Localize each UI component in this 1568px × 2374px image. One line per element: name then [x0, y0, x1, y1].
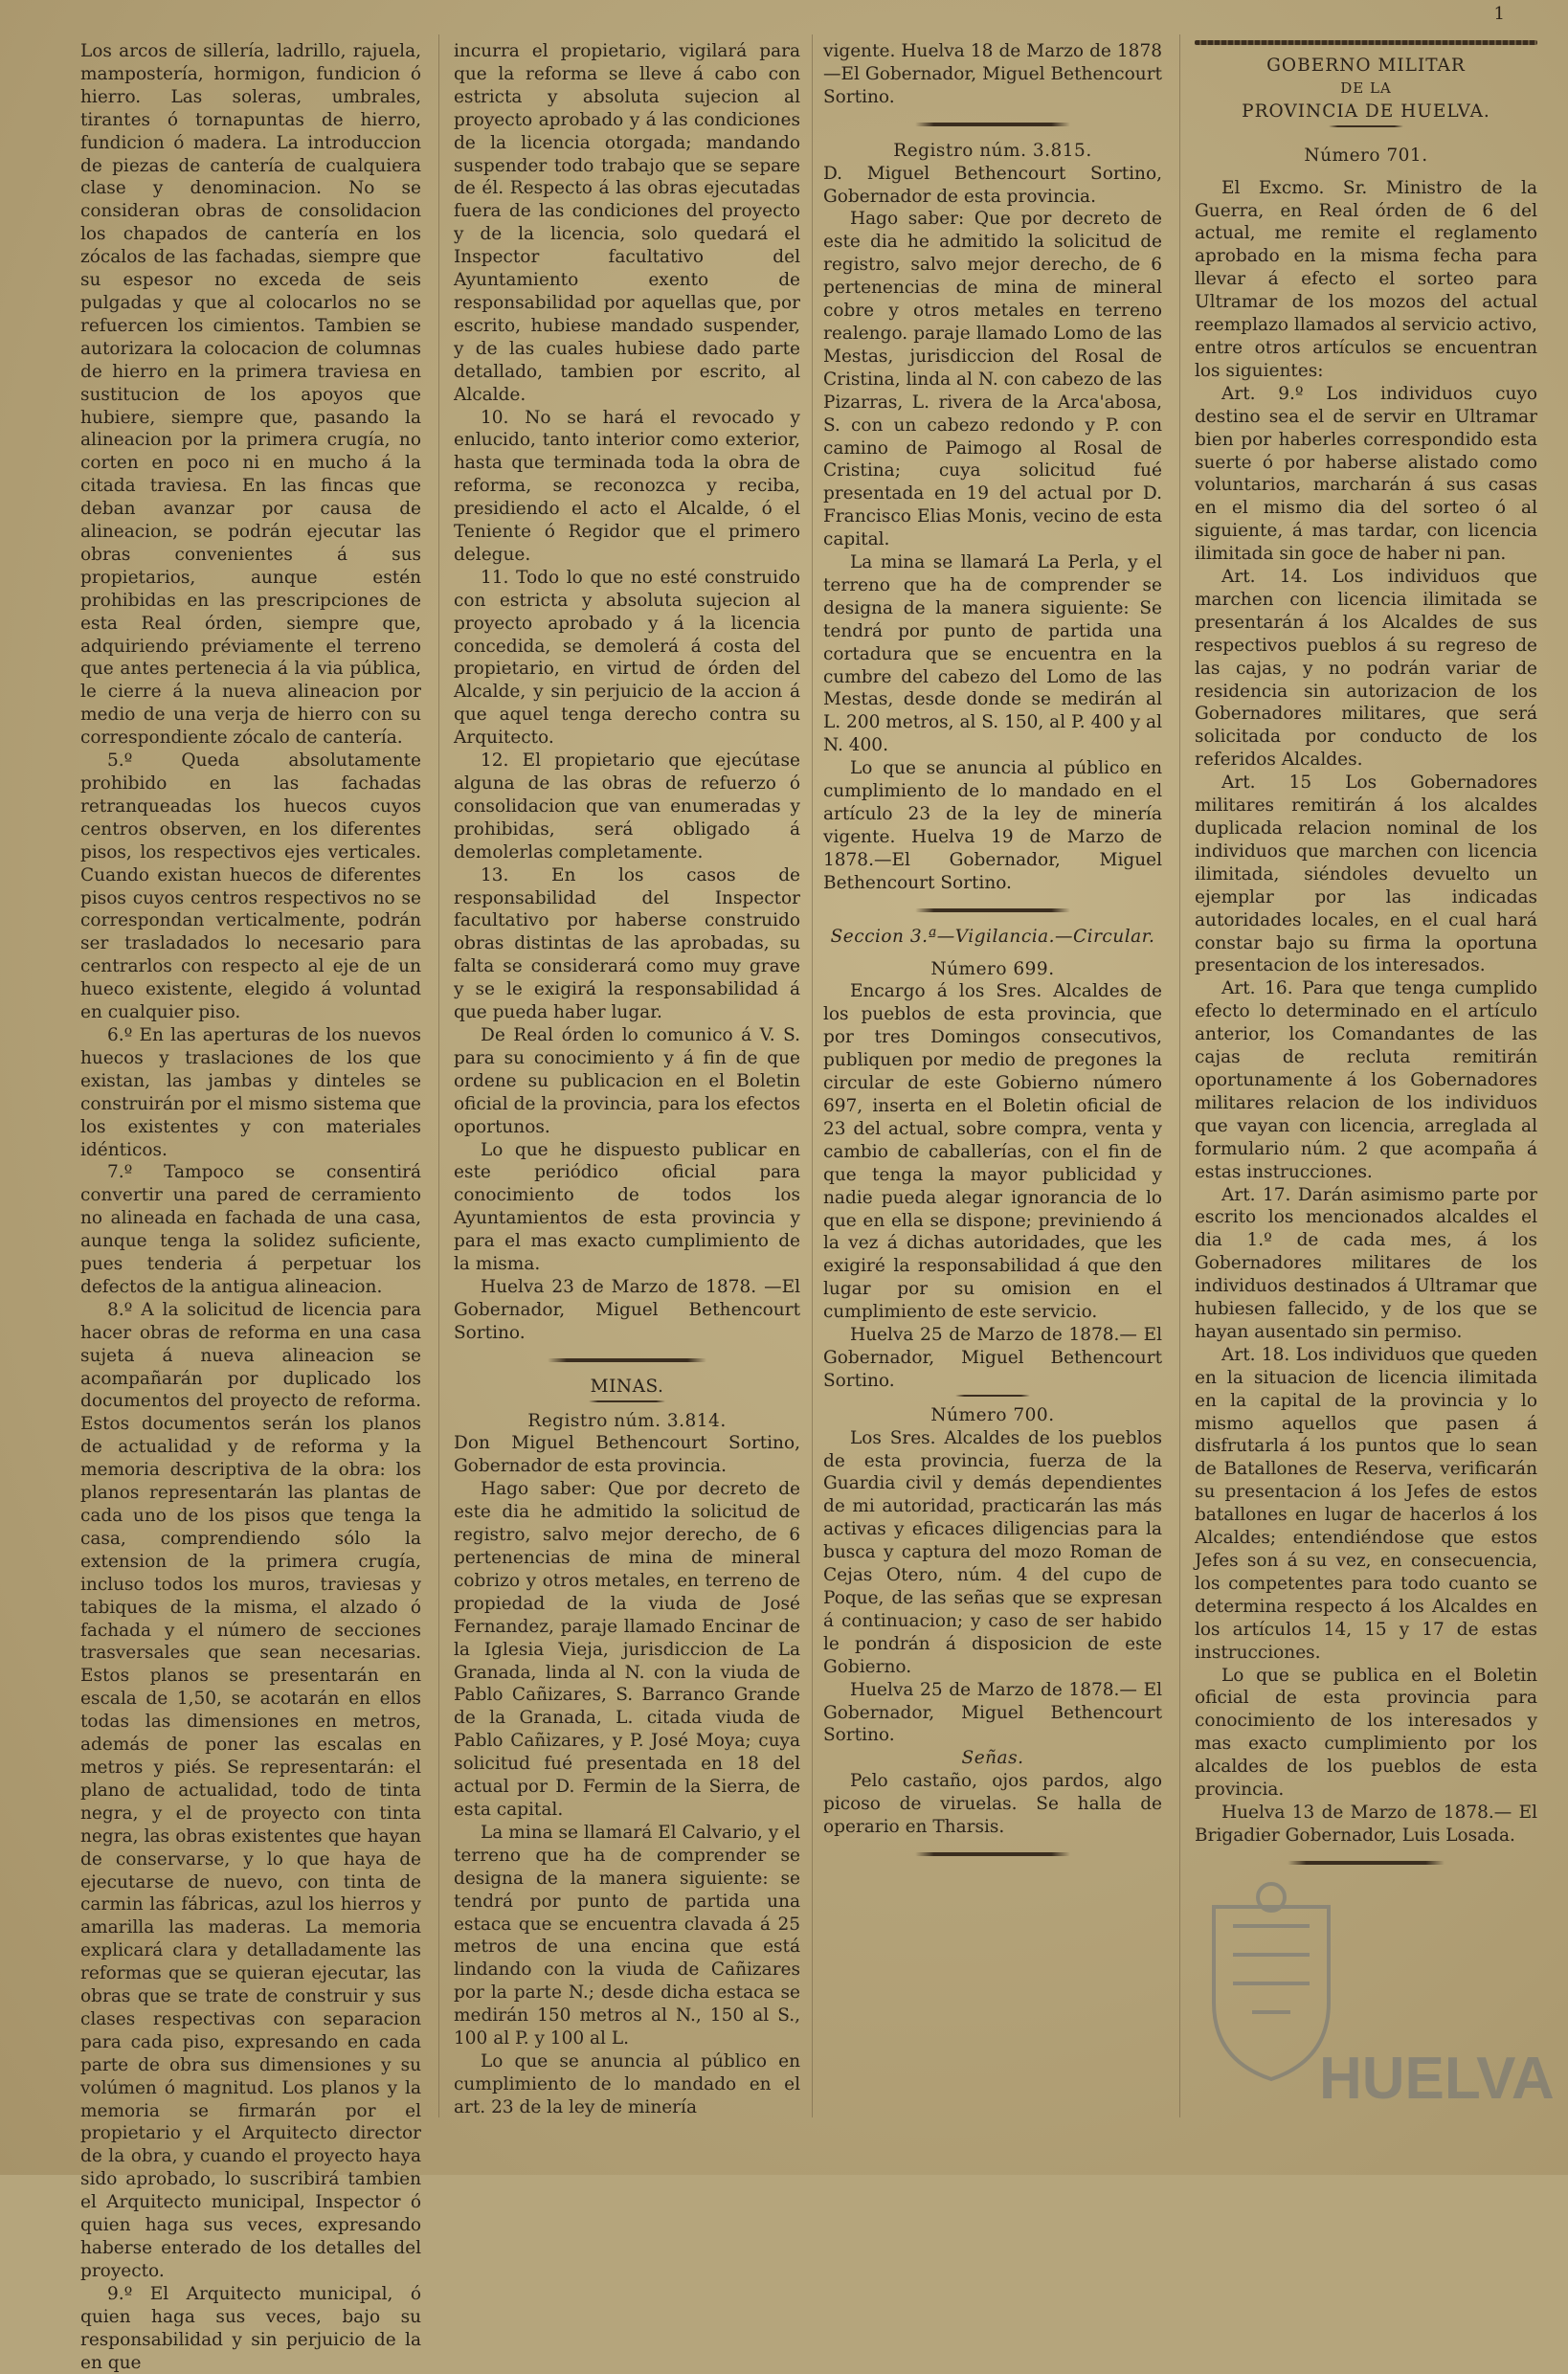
- page-number: 1: [1493, 4, 1505, 24]
- section-divider: [1288, 1861, 1445, 1865]
- article-paragraph: Art. 17. Darán asimismo parte por escrito los mencionados alcaldes el dia 1.º de cada mes, á los Gobernadores militares de los individuos destinados á Ultramar que hubiesen fallecido, y de los que se hayan ausentado sin permiso.: [1195, 1184, 1537, 1342]
- column-3: [823, 40, 1162, 2156]
- section-divider: [915, 908, 1071, 912]
- article-paragraph: Hago saber: Que por decreto de este dia he admitido la solicitud de registro, salvo mejor derecho, de 6 pertenencias de mina de mineral cobre y otros metales en terreno realengo. paraje llamado Lomo de las Mestas, jurisdiccion del Rosal de Cristina, linda al N. con cabezo de las Pizarras, L. rivera de la Arca'abosa, S. con un cabezo redondo y P. con camino de Paimogo al Rosal de Cristina; cuya solicitud fué presentada en 19 del actual por D. Francisco Elias Monis, vecino de esta capital.: [823, 209, 1162, 550]
- article-paragraph: Lo que se publica en el Boletin oficial de esta provincia para conocimiento de los interesados y mas exacto cumplimiento por los alcaldes de los pueblos de esta provincia.: [1195, 1665, 1537, 1801]
- numero-title: Número 701.: [1304, 145, 1428, 166]
- section-divider: [548, 1358, 707, 1362]
- article-paragraph: 8.º A la solicitud de licencia para hacer obras de reforma en una casa sujeta á nueva alineacion se acompañarán por duplicado los documentos del proyecto de reforma. Estos documentos serán los planos de actualidad y de reforma y la memoria descriptiva de la obra: los planos representarán las plantas de cada uno de los pisos que tenga la casa, comprendiendo sólo la extension de la primera crugía, incluso todos los muros, traviesas y tabiques de la misma, el alzado ó fachada y el número de secciones trasversales que sean necesarias. Estos planos se presentarán en escala de 1,50, se acotarán en ellos todas las dimensiones en metros, además de poner las escalas en metros y piés. Se representarán: el plano de actualidad, todo de tinta negra, y el de proyecto con tinta negra, las obras existentes que hayan de conservarse, y lo que haya de ejecutarse de nuevo, con tinta de carmin las fábricas, azul los hierros y amarilla las maderas. La memoria explicará clara y detalladamente las reformas que se quieran ejecutar, las obras que se trate de construir y sus clases respectivas con separacion para cada piso, expresando en cada parte de obra sus dimensiones y su volúmen ó magnitud. Los planos y la memoria se firmarán por el propietario y el Arquitecto director de la obra, y cuando el proyecto haya sido aprobado, lo suscribirá tambien el Arquitecto municipal, Inspector ó quien haga sus veces, expresando haberse enterado de los detalles del proyecto.: [80, 1299, 421, 2281]
- minas-heading: MINAS.: [590, 1376, 664, 1397]
- gobierno-militar-heading: GOBERNO MILITAR: [1266, 56, 1466, 76]
- article-paragraph: Lo que se anuncia al público en cumplimiento de lo mandado en el art. 23 de la ley de minería: [454, 2050, 800, 2117]
- column-1: [80, 40, 421, 2373]
- signature-line: Huelva 13 de Marzo de 1878.— El Brigadier Gobernador, Luis Losada.: [1195, 1802, 1537, 1846]
- article-paragraph: 11. Todo lo que no esté construido con estricta y absoluta sujecion al proyecto aprobado y á la licencia concedida, se demolerá á costa del propietario, en virtud de órden del Alcalde, y sin perjuicio de la accion á que aquel tenga derecho contra su Arquitecto.: [454, 567, 800, 749]
- gobierno-militar-subheading: DE LA: [1340, 78, 1392, 97]
- article-paragraph: vigente. Huelva 18 de Marzo de 1878 —El Gobernador, Miguel Bethencourt Sortino.: [823, 41, 1162, 107]
- column-4: [1195, 40, 1537, 2156]
- article-paragraph: Art. 14. Los individuos que marchen con licencia ilimitada se presentarán á los Alcaldes de sus respectivos pueblos á su regreso de las cajas, y no podrán variar de residencia sin autorizacion de los Gobernadores militares, que será solicitada por conducto de los referidos Alcaldes.: [1195, 567, 1537, 771]
- senas-label: Señas.: [961, 1748, 1024, 1769]
- article-paragraph: Hago saber: Que por decreto de este dia he admitido la solicitud de registro, salvo mejor derecho, de 6 pertenencias de mina de mineral cobrizo y otros metales, en terreno de propiedad de la viuda de José Fernandez, paraje llamado Encinar de la Iglesia Vieja, jurisdiccion de La Granada, linda al N. con la viuda de Pablo Cañizares, S. Barranco Grande de la Granada, L. citada viuda de Pablo Cañizares, y P. José Moya; cuya solicitud fué presentada en 18 del actual por D. Fermin de la Sierra, de esta capital.: [454, 1479, 800, 1820]
- registro-title: Registro núm. 3.815.: [893, 140, 1092, 161]
- section-divider: [915, 1852, 1071, 1856]
- column-divider: [1179, 34, 1180, 2117]
- article-paragraph: 12. El propietario que ejecútase alguna de las obras de refuerzo ó consolidacion que van enumeradas y prohibidas, será obligado á demolerlas completamente.: [454, 750, 800, 862]
- signature-line: Huelva 25 de Marzo de 1878.— El Gobernador, Miguel Bethencourt Sortino.: [823, 1679, 1162, 1746]
- article-paragraph: 10. No se hará el revocado y enlucido, tanto interior como exterior, hasta que terminada toda la obra de reforma, se reconozca y reciba, presidiendo el acto el Alcalde, ó el Teniente ó Regidor que el primero delegue.: [454, 407, 800, 565]
- section-divider: [915, 123, 1071, 126]
- article-paragraph: Lo que he dispuesto publicar en este periódico oficial para conocimiento de todos los Ayuntamientos de esta provincia y para el mas exacto cumplimiento de la misma.: [454, 1139, 800, 1275]
- article-paragraph: El Excmo. Sr. Ministro de la Guerra, en Real órden de 6 del actual, me remite el reglamento aprobado en la misma fecha para llevar á efecto el sorteo para Ultramar de los mozos del actual reemplazo llamados al servicio activo, entre otros artículos se encuentran los siguientes:: [1195, 177, 1537, 381]
- official-line: D. Miguel Bethencourt Sortino, Gobernador de esta provincia.: [823, 163, 1162, 207]
- article-paragraph: La mina se llamará La Perla, y el terreno que ha de comprender se designa de la manera siguiente: Se tendrá por punto de partida una cortadura que se encuentra en la cumbre del cabezo del Lomo de las Mestas, desde donde se medirán al L. 200 metros, al S. 150, al P. 400 y al N. 400.: [823, 552, 1162, 756]
- heading-underline: [589, 1400, 665, 1402]
- article-paragraph: Los arcos de sillería, ladrillo, rajuela, mampostería, hormigon, fundicion ó hierro. Las soleras, umbrales, tirantes ó tornapuntas de hierro, fundicion ó madera. La introduccion de piezas de cantería de cualquiera clase y denominacion. No se consideran obras de consolidacion los chapados de cantería en los zócalos de las fachadas, siempre que su espesor no exceda de seis pulgadas y que al colocarlos no se refuercen los cimientos. Tambien se autorizara la colocacion de columnas de hierro en la primera traviesa en sustitucion de los apoyos que hubiere, siempre que, pasando la alineacion por la primera crugía, no corten en poco ni en mucho á la citada traviesa. En las fincas que deban avanzar por causa de alineacion, se podrán ejecutar las obras convenientes á sus propietarios, aunque estén prohibidas en las prescripciones de esta Real órden, siempre que, adquiriendo préviamente el terreno que antes pertenecia á la via pública, le cierre á la nueva alineacion por medio de una verja de hierro con su correspondiente zócalo de cantería.: [80, 41, 421, 749]
- article-paragraph: 7.º Tampoco se consentirá convertir una pared de cerramiento no alineada en fachada de una casa, aunque tenga la solidez suficiente, pues tenderia á perpetuar los defectos de la antigua alineacion.: [80, 1162, 421, 1297]
- numero-title: Número 699.: [930, 958, 1055, 979]
- article-paragraph: Los Sres. Alcaldes de los pueblos de esta provincia, fuerza de la Guardia civil y demás dependientes de mi autoridad, practicarán las más activas y eficaces diligencias para la busca y captura del mozo Roman de Cejas Otero, núm. 4 del cupo de Poque, de las señas que se expresan á continuacion; y caso de ser habido le pondrán á disposicion de este Gobierno.: [823, 1427, 1162, 1677]
- article-paragraph: La mina se llamará El Calvario, y el terreno que ha de comprender se designa de la manera siguiente: se tendrá por punto de partida una estaca que se encuentra clavada á 25 metros de una encina que está lindando con la viuda de Cañizares por la parte N.; desde dicha estaca se medirán 150 metros al N., 150 al S., 100 al P. y 100 al L.: [454, 1822, 800, 2049]
- article-paragraph: Lo que se anuncia al público en cumplimiento de lo mandado en el artículo 23 de la ley de minería vigente. Huelva 19 de Marzo de 1878.—El Gobernador, Miguel Bethencourt Sortino.: [823, 758, 1162, 893]
- article-paragraph: 13. En los casos de responsabilidad del Inspector facultativo por haberse construido obras distintas de las aprobadas, su falta se considerará como muy grave y se le exigirá la responsabilidad á que pueda haber lugar.: [454, 864, 800, 1023]
- heading-underline: [1329, 125, 1404, 127]
- article-paragraph: Encargo á los Sres. Alcaldes de los pueblos de esta provincia, que por tres Domingos consecutivos, publiquen por medio de pregones la circular de este Gobierno número 697, inserta en el Boletin oficial de 23 del actual, sobre compra, venta y cambio de caballerías, con el fin de que tenga la mayor publicidad y nadie pueda alegar ignorancia de lo que en ella se dispone; previniendo á la vez á dichas autoridades, que les exigiré la responsabilidad á que den lugar por su omision en el cumplimiento de este servicio.: [823, 981, 1162, 1323]
- article-paragraph: Art. 16. Para que tenga cumplido efecto lo determinado en el artículo anterior, los Comandantes de las cajas de recluta remitirán oportunamente á los Gobernadores militares relacion de los individuos que vayan con licencia, arreglada al formulario núm. 2 que acompaña á estas instrucciones.: [1195, 978, 1537, 1182]
- article-paragraph: Art. 18. Los individuos que queden en la situacion de licencia ilimitada en la capital de la provincia y lo mismo aquellos que pasen á disfrutarla á los puntos que lo sean de Batallones de Reserva, verificarán su presentacion á los Jefes de estos batallones en lugar de hacerlos á los Alcaldes; entendiéndose que estos Jefes son á su vez, en consecuencia, los competentes para todo cuanto se determina respecto á los Alcaldes en los artículos 14, 15 y 17 de estas instrucciones.: [1195, 1344, 1537, 1663]
- column-2: [454, 40, 800, 2156]
- article-paragraph: 6.º En las aperturas de los nuevos huecos y traslaciones de los que existan, las jambas y dinteles se construirán por el mismo sistema que los existentes y con materiales idénticos.: [80, 1024, 421, 1160]
- numero-title: Número 700.: [930, 1404, 1055, 1425]
- article-paragraph: 9.º El Arquitecto municipal, ó quien haga sus veces, bajo su responsabilidad y sin perjuicio de la en que: [80, 2283, 421, 2373]
- article-paragraph: 5.º Queda absolutamente prohibido en las fachadas retranqueadas los huecos cuyos centros observen, en los diferentes pisos, los respectivos ejes verticales. Cuando existan huecos de diferentes pisos cuyos centros respectivos no se correspondan verticalmente, podrán ser trasladados lo necesario para centrarlos con respecto al eje de un hueco existente, elegido á voluntad en cualquier piso.: [80, 750, 421, 1023]
- article-paragraph: incurra el propietario, vigilará para que la reforma se lleve á cabo con estricta y absoluta sujecion al proyecto aprobado y á las condiciones de la licencia otorgada; mandando suspender todo trabajo que se separe de él. Respecto á las obras ejecutadas fuera de las condiciones del proyecto y de la licencia, solo quedará el Inspector facultativo del Ayuntamiento exento de responsabilidad por aquellas que, por escrito, hubiese mandado suspender, y de las cuales hubiese dado parte detallado, tambien por escrito, al Alcalde.: [454, 41, 800, 405]
- registro-title: Registro núm. 3.814.: [527, 1410, 727, 1431]
- section-heading: Seccion 3.ª—Vigilancia.—Circular.: [830, 926, 1155, 947]
- column-divider: [812, 34, 813, 2117]
- official-line: Don Miguel Bethencourt Sortino, Gobernador de esta provincia.: [454, 1433, 800, 1477]
- signature-line: Huelva 23 de Marzo de 1878. —El Gobernador, Miguel Bethencourt Sortino.: [454, 1276, 800, 1343]
- article-paragraph: Pelo castaño, ojos pardos, algo picoso de viruelas. Se halla de operario en Tharsis.: [823, 1771, 1162, 1838]
- column-divider: [438, 34, 439, 2117]
- section-divider: [955, 1395, 1030, 1397]
- article-paragraph: Art. 15 Los Gobernadores militares remitirán á los alcaldes duplicada relacion nominal de los individuos que marchen con licencia ilimitada, siéndoles devuelto un ejemplar por las indicadas autoridades locales, en el cual hará constar bajo su firma la oportuna presentacion de los interesados.: [1195, 773, 1537, 976]
- signature-line: Huelva 25 de Marzo de 1878.— El Gobernador, Miguel Bethencourt Sortino.: [823, 1325, 1162, 1391]
- article-paragraph: De Real órden lo comunico á V. S. para su conocimiento y á fin de que ordene su publicacion en el Boletin oficial de la provincia, para los efectos oportunos.: [454, 1024, 800, 1137]
- watermark-text: HUELVA: [1319, 2046, 1555, 2112]
- top-border: [1195, 40, 1537, 45]
- gobierno-militar-province: PROVINCIA DE HUELVA.: [1242, 101, 1490, 122]
- article-paragraph: Art. 9.º Los individuos cuyo destino sea el de servir en Ultramar bien por haberles correspondido esta suerte ó por haberse alistado como voluntarios, marcharán á sus casas en el mismo dia del sorteo ó al siguiente, á mas tardar, con licencia ilimitada sin goce de haber ni pan.: [1195, 383, 1537, 565]
